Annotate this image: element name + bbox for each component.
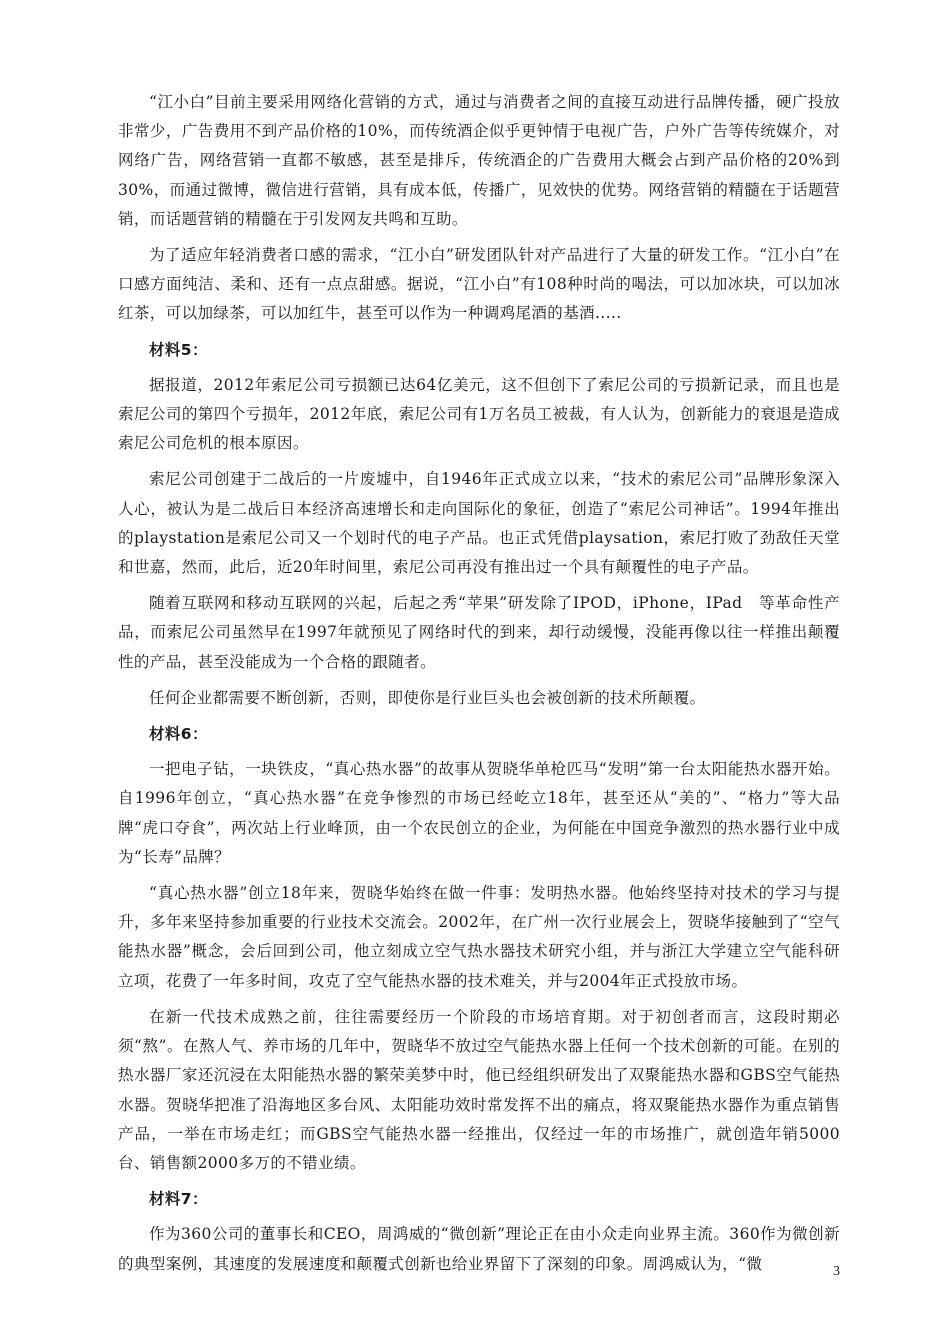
document-body: [118, 88, 840, 1286]
section-heading: 材料6：: [149, 725, 208, 744]
paragraph: 随着互联网和移动互联网的兴起，后起之秀“苹果”研发除了IPOD，iPhone，IPad 等革命性产品，而索尼公司虽然早在1997年就预见了网络时代的到来，却行动缓慢，没能再像以往一样推出颠覆性的产品，甚至没能成为一个合格的跟随者。: [118, 594, 840, 671]
paragraph: 作为360公司的董事长和CEO，周鸿威的“微创新”理论正在由小众走向业界主流。360作为微创新的典型案例，其速度的发展速度和颠覆式创新也给业界留下了深刻的印象。周鸿威认为，“微: [118, 1225, 840, 1273]
paragraph: 一把电子钻，一块铁皮，“真心热水器”的故事从贺晓华单枪匹马“发明”第一台太阳能热水器开始。自1996年创立，“真心热水器”在竞争惨烈的市场已经屹立18年，甚至还从“美的”、“格力”等大品牌“虎口夺食”，两次站上行业峰顶，由一个农民创立的企业，为何能在中国竞争激烈的热水器行业中成为“长寿”品牌？: [118, 760, 840, 866]
section-heading: 材料7：: [149, 1190, 208, 1209]
paragraph: 索尼公司创建于二战后的一片废墟中，自1946年正式成立以来，“技术的索尼公司”品牌形象深入人心，被认为是二战后日本经济高速增长和走向国际化的象征，创造了“索尼公司神话”。1994年推出的playstation是索尼公司又一个划时代的电子产品。也正式凭借playsation，索尼打败了劲敌任天堂和世嘉，然而，此后，近20年时间里，索尼公司再没有推出过一个具有颠覆性的电子产品。: [118, 470, 840, 577]
paragraph: 为了适应年轻消费者口感的需求，“江小白”研发团队针对产品进行了大量的研发工作。“江小白”在口感方面纯洁、柔和、还有一点点甜感。据说，“江小白”有108种时尚的喝法，可以加冰块，可以加冰红茶，可以加绿茶，可以加红牛，甚至可以作为一种调鸡尾酒的基酒.....: [118, 246, 840, 323]
paragraph: 据报道，2012年索尼公司亏损额已达64亿美元，这不但创下了索尼公司的亏损新记录，而且也是索尼公司的第四个亏损年，2012年底，索尼公司有1万名员工被裁，有人认为，创新能力的衰退是造成索尼公司危机的根本原因。: [118, 375, 840, 453]
section-heading: 材料5：: [149, 340, 208, 359]
page-number: 3: [833, 1264, 840, 1279]
paragraph: 在新一代技术成熟之前，往往需要经历一个阶段的市场培育期。对于初创者而言，这段时期必须“熬”。在熬人气、养市场的几年中，贺晓华不放过空气能热水器上任何一个技术创新的可能。在别的热水器厂家还沉浸在太阳能热水器的繁荣美梦中时，他已经组织研发出了双聚能热水器和GBS空气能热水器。贺晓华把准了沿海地区多台风、太阳能功效时常发挥不出的痛点，将双聚能热水器作为重点销售产品，一举在市场走红；而GBS空气能热水器一经推出，仅经过一年的市场推广，就创造年销5000台、销售额2000多万的不错业绩。: [118, 1007, 840, 1172]
paragraph: 任何企业都需要不断创新，否则，即使你是行业巨头也会被创新的技术所颠覆。: [149, 688, 706, 707]
paragraph: “真心热水器”创立18年来，贺晓华始终在做一件事：发明热水器。他始终坚持对技术的学习与提升，多年来坚持参加重要的行业技术交流会。2002年，在广州一次行业展会上，贺晓华接触到了“空气能热水器”概念，会后回到公司，他立刻成立空气热水器技术研究小组，并与浙江大学建立空气能科研立项，花费了一年多时间，攻克了空气能热水器的技术难关，并与2004年正式投放市场。: [118, 884, 840, 990]
paragraph: “江小白”目前主要采用网络化营销的方式，通过与消费者之间的直接互动进行品牌传播，硬广投放非常少，广告费用不到产品价格的10%，而传统酒企似乎更钟情于电视广告，户外广告等传统媒介，对网络广告，网络营销一直都不敏感，甚至是排斥，传统酒企的广告费用大概会占到产品价格的20%到30%，而通过微博，微信进行营销，具有成本低，传播广，见效快的优势。网络营销的精髓在于话题营销，而话题营销的精髓在于引发网友共鸣和互助。: [118, 93, 840, 228]
